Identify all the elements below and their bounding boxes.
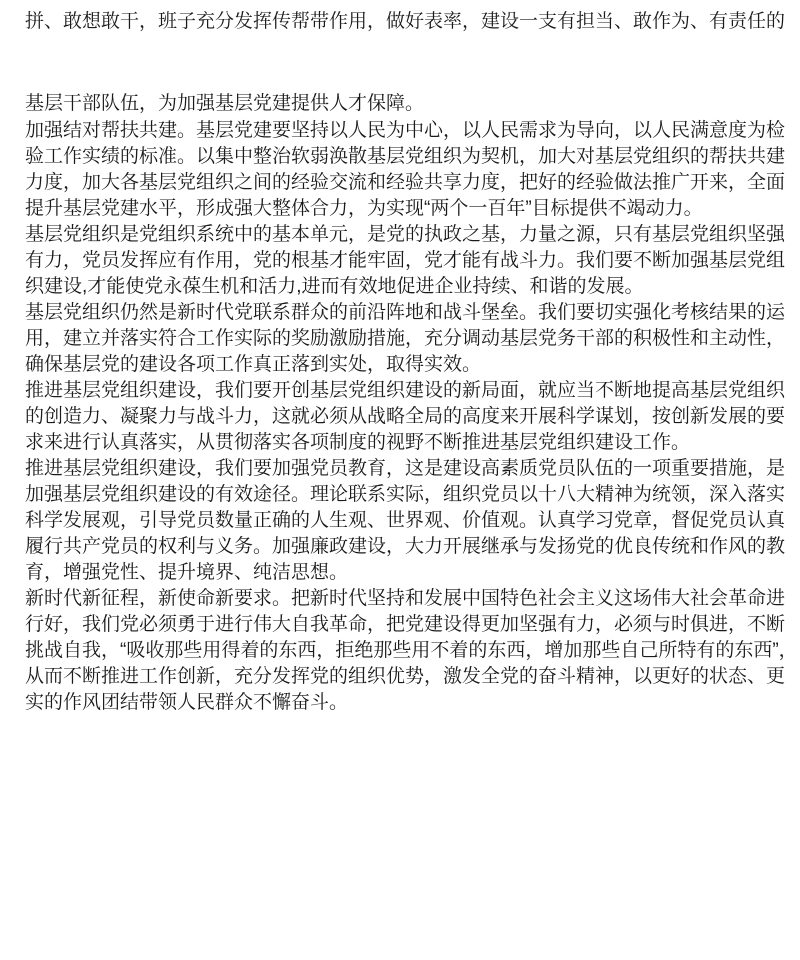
text-line: 提升基层党建水平，形成强大整体合力，为实现“两个一百年”目标提供不竭动力。 <box>25 198 703 219</box>
text-line: 拼、敢想敢干，班子充分发挥传帮带作用，做好表率，建设一支有担当、敢作为、有责任的 <box>25 11 786 32</box>
text-line: 基层干部队伍，为加强基层党建提供人才保障。 <box>25 93 425 114</box>
text-line: 加强结对帮扶共建。基层党建要坚持以人民为中心，以人民需求为导向，以人民满意度为检 <box>25 120 786 141</box>
text-line: 的创造力、凝聚力与战斗力，这就必须从战略全局的高度来开展科学谋划，按创新发展的要 <box>25 406 786 427</box>
text-line: 推进基层党组织建设，我们要加强党员教育，这是建设高素质党员队伍的一项重要措施，是 <box>25 458 786 479</box>
text-line: 实的作风团结带领人民群众不懈奋斗。 <box>25 692 349 713</box>
text-line: 基层党组织是党组织系统中的基本单元，是党的执政之基，力量之源，只有基层党组织坚强 <box>25 224 786 245</box>
text-line: 有力，党员发挥应有作用，党的根基才能牢固，党才能有战斗力。我们要不断加强基层党组 <box>25 250 786 271</box>
text-line: 挑战自我，“吸收那些用得着的东西，拒绝那些用不着的东西，增加那些自己所特有的东西”， <box>25 640 798 661</box>
text-line: 基层党组织仍然是新时代党联系群众的前沿阵地和战斗堡垒。我们要切实强化考核结果的运 <box>25 302 786 323</box>
text-line: 从而不断推进工作创新，充分发挥党的组织优势，激发全党的奋斗精神，以更好的状态、更 <box>25 666 786 687</box>
text-line: 用，建立并落实符合工作实际的奖励激励措施，充分调动基层党务干部的积极性和主动性， <box>25 328 786 349</box>
text-line: 推进基层党组织建设，我们要开创基层党组织建设的新局面，就应当不断地提高基层党组织 <box>25 380 786 401</box>
text-line: 履行共产党员的权利与义务。加强廉政建设，大力开展继承与发扬党的优良传统和作风的教 <box>25 536 786 557</box>
text-line: 求来进行认真落实，从贯彻落实各项制度的视野不断推进基层党组织建设工作。 <box>25 432 691 453</box>
text-line: 加强基层党组织建设的有效途径。理论联系实际，组织党员以十八大精神为统领，深入落实 <box>25 484 786 505</box>
text-line: 验工作实绩的标准。以集中整治软弱涣散基层党组织为契机，加大对基层党组织的帮扶共建 <box>25 146 786 167</box>
text-line: 力度，加大各基层党组织之间的经验交流和经验共享力度，把好的经验做法推广开来，全面 <box>25 172 786 193</box>
text-line: 科学发展观，引导党员数量正确的人生观、世界观、价值观。认真学习党章，督促党员认真 <box>25 510 786 531</box>
text-line: 行好，我们党必须勇于进行伟大自我革命，把党建设得更加坚强有力，必须与时俱进，不断 <box>25 614 786 635</box>
text-line: 织建设,才能使党永葆生机和活力,进而有效地促进企业持续、和谐的发展。 <box>25 276 644 297</box>
text-line: 育，增强党性、提升境界、纯洁思想。 <box>25 562 349 583</box>
text-line: 确保基层党的建设各项工作真正落到实处，取得实效。 <box>25 354 482 375</box>
text-line: 新时代新征程，新使命新要求。把新时代坚持和发展中国特色社会主义这场伟大社会革命进 <box>25 588 786 609</box>
